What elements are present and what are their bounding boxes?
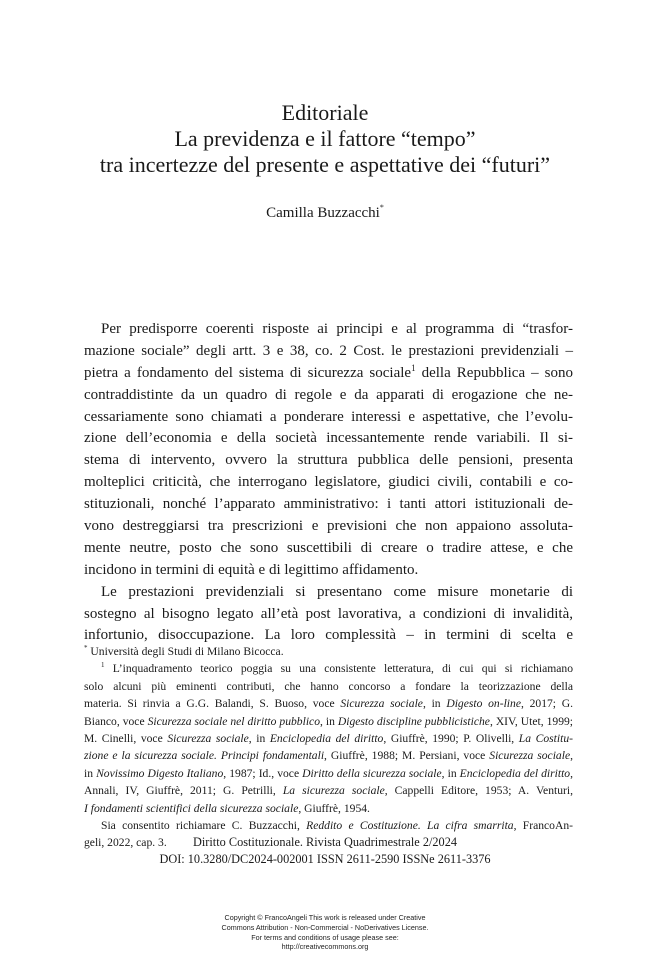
paragraph-line: sostegno al bisogno legato all’età post lavorativa, a condizioni di invalidità, [84, 605, 573, 622]
paragraph-line: Per predisporre coerenti risposte ai principi e al programma di “trasfor- [101, 321, 573, 337]
section-label: Editoriale [281, 100, 369, 125]
footnote-text: , Giuffrè, 1990; P. Olivelli, [383, 731, 519, 745]
citation-title: Sicurezza sociale [489, 749, 571, 763]
footnote-1-line: solo alcuni più eminenti contributi, che hanno concorso a fondare la teorizzazione della [84, 679, 573, 693]
copyright-notice [0, 913, 650, 952]
citation-title: Sicurezza sociale [340, 697, 423, 711]
footnote-text: , XIV, Utet, 1999; [489, 714, 574, 728]
body-text [84, 319, 573, 647]
article-title-line-2: tra incertezze del presente e aspettative dei “futuri” [99, 152, 551, 177]
journal-info [0, 834, 650, 868]
footnote-text: , Cappelli Editore, 1953; A. Venturi, [384, 784, 573, 798]
author-name [0, 203, 650, 222]
paragraph-line: zione dell’economia e della società incessantemente rende variabili. Il si- [84, 430, 573, 447]
footnote-text: , [570, 766, 574, 780]
paragraph-line: incidono in termini di equità e di legittimo affidamento. [84, 561, 419, 578]
footnote-text: M. Cinelli, voce [84, 731, 168, 745]
author-footnote-mark: * [379, 203, 384, 212]
citation-title: I fondamenti scientifici della sicurezza sociale [84, 801, 299, 815]
citation-title: Digesto discipline pubblicistiche [337, 714, 490, 728]
footnote-text: , 2017; G. [520, 697, 574, 711]
citation-title: Novissimo Digesto Italiano [96, 766, 224, 780]
footnote-1-line [84, 747, 573, 764]
footnote-text: , in [320, 714, 338, 728]
footnote-1-line [84, 660, 573, 677]
citation-title: Sicurezza sociale nel diritto pubblico [147, 714, 320, 728]
footnote-text: Sia consentito richiamare C. Buzzacchi, [101, 818, 307, 832]
footnote-mark: 1 [101, 661, 105, 670]
citation-title: Enciclopedia del diritto [269, 731, 384, 745]
footnote-text: , [570, 749, 573, 763]
copyright-line: Commons Attribution - Non-Commercial - NoDerivatives License. [221, 922, 429, 932]
footnote-text: , in [441, 766, 460, 780]
paragraph-line: vono destreggiarsi tra prescrizioni e previsioni che non appaiono assoluta- [84, 518, 573, 535]
paragraph-line: stema di intervento, ovvero la struttura pubblica delle pensioni, presenta [84, 452, 573, 469]
footnote-1-line [84, 800, 573, 817]
paragraph-line: molteplici criticità, che interrogano legislatore, giudici civili, contabili e co- [84, 474, 573, 491]
journal-name: Diritto Costituzionale. Rivista Quadrimestrale 2/2024 [193, 835, 457, 849]
journal-doi-issn: DOI: 10.3280/DC2024-002001 ISSN 2611-2590 ISSNe 2611-3376 [159, 852, 491, 866]
footnote-1-line [84, 730, 573, 747]
footnote-1-line [84, 713, 573, 730]
footnote-text: in [84, 766, 97, 780]
citation-title: La sicurezza sociale [282, 784, 385, 798]
footnote-affiliation [84, 643, 573, 660]
footnote-mark: * [84, 644, 88, 652]
paragraph-line: cessariamente sono chiamati a ponderare interessi e aspettative, che l’evolu- [84, 408, 573, 425]
citation-title: Sicurezza sociale [167, 731, 249, 745]
copyright-line: For terms and conditions of usage please see: [251, 932, 399, 942]
citation-title: Diritto della sicurezza sociale [302, 766, 442, 780]
paragraph-line [84, 363, 573, 385]
footnote-1-line [84, 765, 573, 782]
footnote-1-line: geli, 2022, cap. 3. [84, 836, 167, 850]
footnotes [84, 643, 573, 852]
paragraph-line: Le prestazioni previdenziali si presentano come misure monetarie di [101, 583, 573, 600]
article-title-line-1: La previdenza e il fattore “tempo” [174, 126, 476, 151]
footnote-text: , Giuffrè, 1988; M. Persiani, voce [324, 749, 490, 763]
paragraph-text: pietra a fondamento del sistema di sicurezza sociale [84, 364, 412, 381]
paragraph-line: infortunio, disoccupazione. La loro complessità – in termini di scelta e [84, 627, 573, 644]
citation-title: Digesto on-line [446, 697, 521, 711]
footnote-text: Università degli Studi di Milano Bicocca. [90, 645, 284, 658]
footnote-reference-1[interactable]: 1 [411, 362, 416, 373]
footnote-text: L’inquadramento teorico poggia su una consistente letteratura, di cui qui si richiamano [112, 662, 573, 676]
license-link[interactable]: http://creativecommons.org [281, 942, 369, 952]
paragraph-line: stituzionali, nonché l’apparato amministrativo: i tanti attori istituzionali de- [84, 496, 573, 513]
footnote-text: materia. Si rinvia a G.G. Balandi, S. Buoso, voce [84, 697, 341, 711]
citation-title: La Costitu- [518, 731, 573, 745]
footnote-text: Annali, IV, Giuffrè, 2011; G. Petrilli, [84, 784, 283, 798]
footnote-1-line [84, 782, 573, 799]
footnote-text: , FrancoAn- [513, 818, 573, 832]
paragraph-text: della Repubblica – sono [415, 364, 573, 381]
paragraph-line: contraddistinte da un quadro di regole e da apparati di erogazione che ne- [84, 386, 573, 403]
citation-title: Enciclopedia del diritto [459, 766, 571, 780]
citation-title: zione e la sicurezza sociale. Principi fondamentali [84, 749, 325, 763]
footnote-text: , 1987; Id., voce [223, 766, 303, 780]
copyright-line: Copyright © FrancoAngeli This work is released under Creative [224, 913, 426, 922]
paragraph-line: mazione sociale” degli artt. 3 e 38, co. 2 Cost. le prestazioni previdenziali – [84, 342, 573, 359]
footnote-1-line [84, 817, 573, 834]
paragraph-line: mente neutre, posto che sono suscettibili di creare o tradire attese, e che [84, 539, 573, 556]
citation-title: Reddito e Costituzione. La cifra smarrita [306, 818, 514, 832]
footnote-text: , Giuffrè, 1954. [298, 801, 370, 815]
footnote-text: , in [248, 731, 270, 745]
footnote-text: , in [422, 697, 447, 711]
footnote-text: Bianco, voce [84, 714, 148, 728]
author-text: Camilla Buzzacchi [266, 205, 380, 221]
article-title-block [0, 100, 650, 178]
footnote-1-line [84, 695, 573, 712]
